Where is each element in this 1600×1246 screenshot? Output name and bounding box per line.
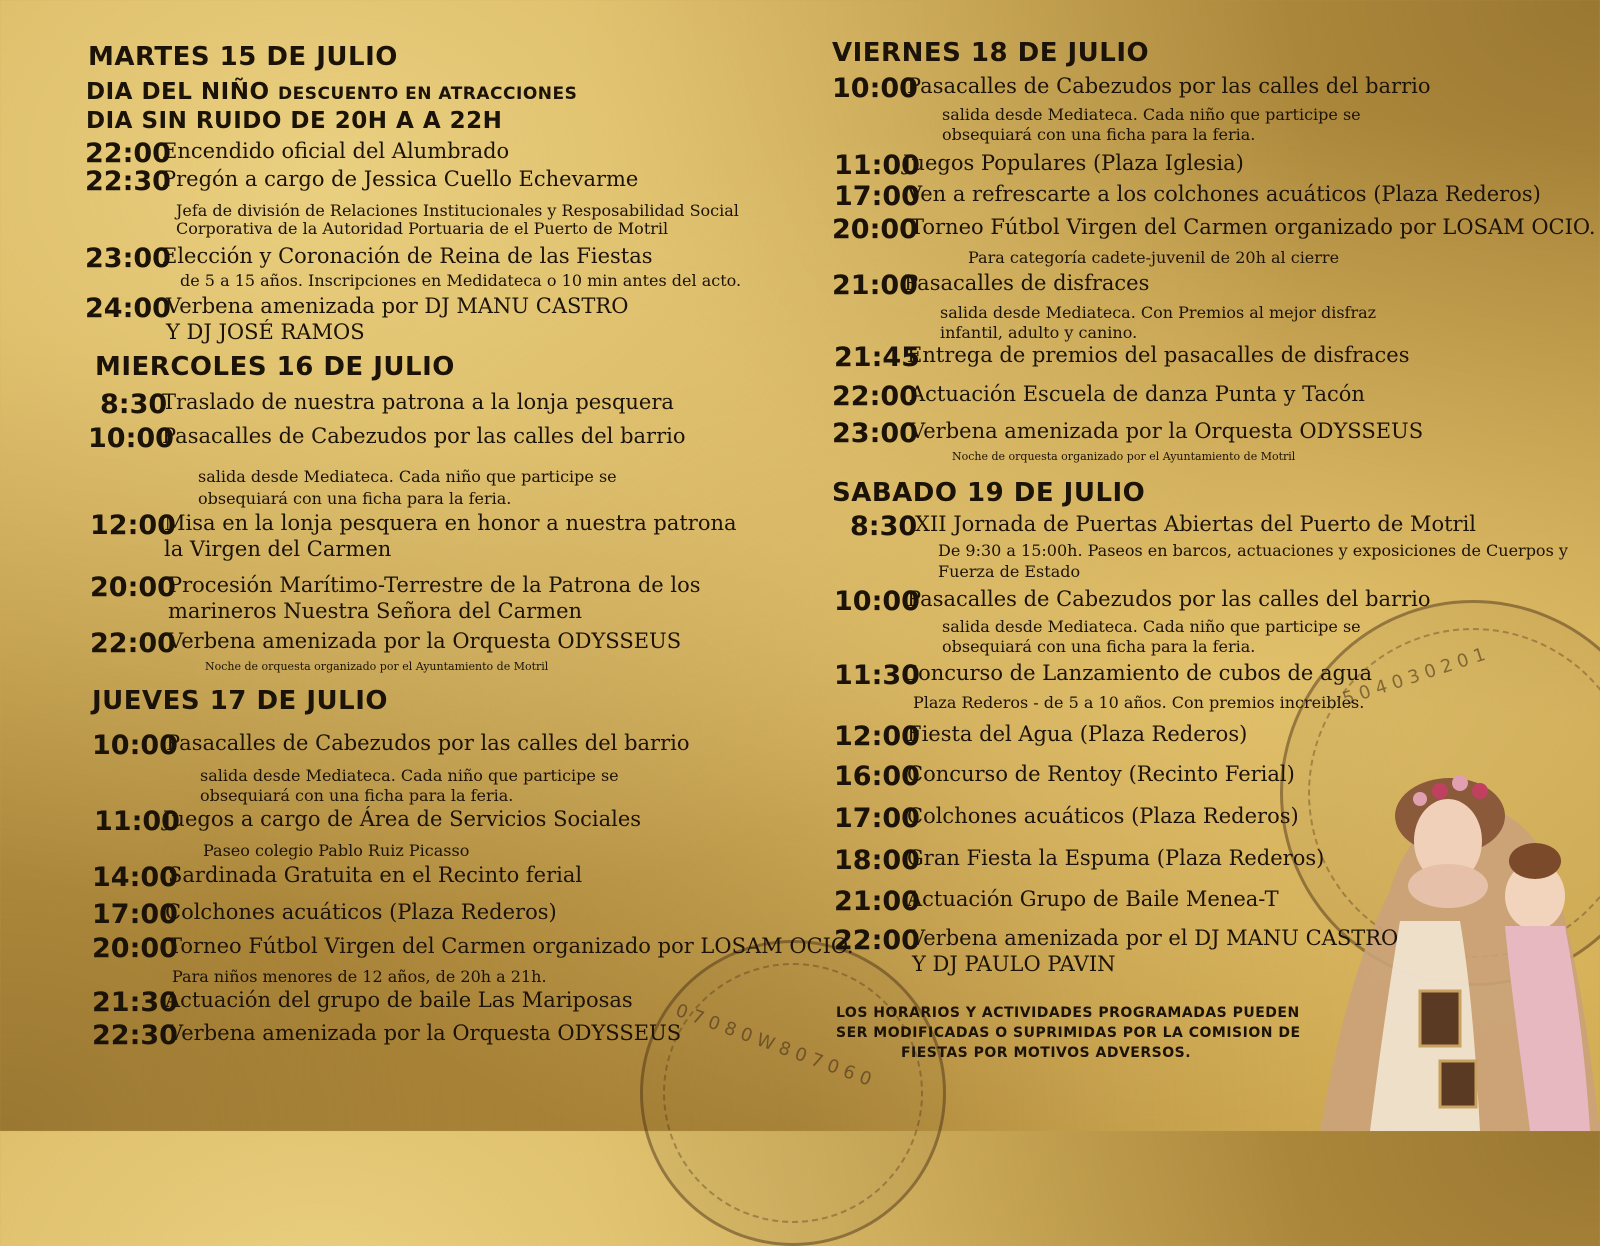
- disclaimer-line: FIESTAS POR MOTIVOS ADVERSOS.: [900, 1045, 1192, 1061]
- event-note: Plaza Rederos - de 5 a 10 años. Con premios increibles.: [913, 693, 1365, 712]
- event-time: 17:00: [834, 803, 920, 834]
- event-note: Fuerza de Estado: [938, 562, 1081, 581]
- event-text: Verbena amenizada por la Orquesta ODYSSEUS: [168, 629, 682, 653]
- event-time: 21:00: [832, 270, 918, 301]
- event-note: infantil, adulto y canino.: [940, 323, 1138, 342]
- event-note: obsequiará con una ficha para la feria.: [198, 489, 512, 508]
- event-time: 21:45: [834, 342, 920, 373]
- event-text: Actuación Grupo de Baile Menea-T: [907, 887, 1279, 911]
- schedule-disclaimer: [836, 1003, 1301, 1063]
- event-time: 10:00: [832, 73, 918, 104]
- event-time: 8:30: [100, 389, 168, 420]
- event-note: salida desde Mediateca. Cada niño que participe se: [198, 467, 617, 486]
- event-note: salida desde Mediateca. Cada niño que participe se: [942, 617, 1361, 636]
- disclaimer-line: SER MODIFICADAS O SUPRIMIDAS POR LA COMISION DE: [836, 1025, 1301, 1041]
- event-text-continued: Y DJ PAULO PAVIN: [912, 952, 1116, 976]
- event-note: Jefa de división de Relaciones Institucionales y Resposabilidad Social: [176, 201, 739, 220]
- event-time: 22:30: [85, 166, 171, 197]
- event-time: 20:00: [832, 214, 918, 245]
- event-text: Verbena amenizada por el DJ MANU CASTRO: [910, 926, 1399, 950]
- event-note: Noche de orquesta organizado por el Ayuntamiento de Motril: [205, 660, 549, 673]
- event-text: Fiesta del Agua (Plaza Rederos): [907, 722, 1248, 746]
- event-text: Procesión Marítimo-Terrestre de la Patrona de los: [168, 573, 701, 597]
- dia-del-nino-label: DIA DEL NIÑO: [86, 79, 270, 105]
- event-time: 20:00: [90, 572, 176, 603]
- event-note: Para categoría cadete-juvenil de 20h al cierre: [968, 248, 1340, 267]
- day-heading-martes: MARTES 15 DE JULIO: [88, 42, 398, 72]
- event-text: Actuación Escuela de danza Punta y Tacón: [910, 382, 1365, 406]
- event-text: Pasacalles de Cabezudos por las calles del barrio: [166, 731, 690, 755]
- event-text: Gran Fiesta la Espuma (Plaza Rederos): [907, 846, 1325, 870]
- event-text: Verbena amenizada por la Orquesta ODYSSEUS: [910, 419, 1424, 443]
- event-note: obsequiará con una ficha para la feria.: [942, 125, 1256, 144]
- event-note: obsequiará con una ficha para la feria.: [200, 786, 514, 805]
- event-note: De 9:30 a 15:00h. Paseos en barcos, actuaciones y exposiciones de Cuerpos y: [938, 541, 1568, 560]
- event-text: Pasacalles de disfraces: [904, 271, 1150, 295]
- event-text: Torneo Fútbol Virgen del Carmen organizado por LOSAM OCIO.: [168, 934, 854, 958]
- disclaimer-line: LOS HORARIOS Y ACTIVIDADES PROGRAMADAS PUEDEN: [836, 1005, 1300, 1021]
- event-text-continued: la Virgen del Carmen: [164, 537, 392, 561]
- event-time: 23:00: [85, 243, 171, 274]
- event-time: 22:00: [834, 925, 920, 956]
- event-text: Ven a refrescarte a los colchones acuáticos (Plaza Rederos): [907, 182, 1541, 206]
- event-time: 23:00: [832, 418, 918, 449]
- event-text: Elección y Coronación de Reina de las Fiestas: [162, 244, 653, 268]
- event-time: 10:00: [92, 730, 178, 761]
- event-text: Juegos Populares (Plaza Iglesia): [903, 151, 1244, 175]
- day-heading-jueves: JUEVES 17 DE JULIO: [92, 686, 388, 716]
- event-note: obsequiará con una ficha para la feria.: [942, 637, 1256, 656]
- event-note: Noche de orquesta organizado por el Ayuntamiento de Motril: [952, 450, 1296, 463]
- event-time: 17:00: [92, 899, 178, 930]
- event-text: Pasacalles de Cabezudos por las calles del barrio: [907, 74, 1431, 98]
- event-text: Colchones acuáticos (Plaza Rederos): [907, 804, 1299, 828]
- event-text-continued: Y DJ JOSÉ RAMOS: [166, 320, 365, 344]
- event-text: Colchones acuáticos (Plaza Rederos): [165, 900, 557, 924]
- event-time: 11:30: [834, 660, 920, 691]
- event-text: Verbena amenizada por DJ MANU CASTRO: [166, 294, 629, 318]
- event-note: salida desde Mediateca. Con Premios al mejor disfraz: [940, 303, 1377, 322]
- event-time: 10:00: [88, 423, 174, 454]
- event-text: Concurso de Rentoy (Recinto Ferial): [907, 762, 1295, 786]
- event-text: Verbena amenizada por la Orquesta ODYSSEUS: [168, 1021, 682, 1045]
- event-text: Misa en la lonja pesquera en honor a nuestra patrona: [164, 511, 737, 535]
- event-time: 22:00: [90, 628, 176, 659]
- event-text: Juegos a cargo de Área de Servicios Sociales: [163, 807, 642, 831]
- compass-right-numbers: 5 0 4 0 3 0 2 0 1: [1340, 644, 1489, 710]
- event-time: 22:30: [92, 1020, 178, 1051]
- event-time: 12:00: [90, 510, 176, 541]
- event-time: 12:00: [834, 721, 920, 752]
- event-text: Entrega de premios del pasacalles de disfraces: [907, 343, 1410, 367]
- event-note: Para niños menores de 12 años, de 20h a 21h.: [172, 967, 547, 986]
- event-time: 20:00: [92, 933, 178, 964]
- event-note: Corporativa de la Autoridad Portuaria de el Puerto de Motril: [176, 219, 669, 238]
- event-time: 24:00: [85, 293, 171, 324]
- event-time: 11:00: [834, 150, 920, 181]
- event-text: Sardinada Gratuita en el Recinto ferial: [168, 863, 583, 887]
- event-time: 10:00: [834, 586, 920, 617]
- event-text: Pasacalles de Cabezudos por las calles del barrio: [907, 587, 1431, 611]
- event-note: Paseo colegio Pablo Ruiz Picasso: [203, 841, 470, 860]
- event-time: 18:00: [834, 845, 920, 876]
- compass-decoration-left: [640, 940, 946, 1246]
- event-time: 14:00: [92, 862, 178, 893]
- event-time: 22:00: [832, 381, 918, 412]
- event-note: salida desde Mediateca. Cada niño que participe se: [942, 105, 1361, 124]
- event-text: Pasacalles de Cabezudos por las calles del barrio: [162, 424, 686, 448]
- event-note: salida desde Mediateca. Cada niño que participe se: [200, 766, 619, 785]
- event-text: Actuación del grupo de baile Las Mariposas: [165, 988, 633, 1012]
- descuento-label: DESCUENTO EN ATRACCIONES: [278, 84, 578, 104]
- event-text: Concurso de Lanzamiento de cubos de agua: [902, 661, 1373, 685]
- event-text: Traslado de nuestra patrona a la lonja pesquera: [162, 390, 674, 414]
- compass-left-numbers: 0 7 0 8 0 W 8 0 7 0 6 0: [672, 1000, 875, 1091]
- day-heading-sabado: SABADO 19 DE JULIO: [832, 478, 1146, 508]
- event-time: 22:00: [85, 138, 171, 169]
- day-heading-viernes: VIERNES 18 DE JULIO: [832, 38, 1150, 68]
- event-text-continued: marineros Nuestra Señora del Carmen: [168, 599, 583, 623]
- event-time: 17:00: [834, 181, 920, 212]
- event-text: Pregón a cargo de Jessica Cuello Echevarme: [162, 167, 639, 191]
- event-text: XII Jornada de Puertas Abiertas del Puerto de Motril: [915, 512, 1477, 536]
- event-note: de 5 a 15 años. Inscripciones en Medidateca o 10 min antes del acto.: [180, 271, 742, 290]
- event-time: 21:00: [834, 886, 920, 917]
- event-time: 21:30: [92, 987, 178, 1018]
- event-time: 8:30: [850, 511, 918, 542]
- subheading-dia-sin-ruido: DIA SIN RUIDO DE 20H A A 22H: [86, 108, 503, 134]
- event-text: Torneo Fútbol Virgen del Carmen organizado por LOSAM OCIO.: [910, 215, 1596, 239]
- day-heading-miercoles: MIERCOLES 16 DE JULIO: [95, 352, 455, 382]
- event-time: 16:00: [834, 761, 920, 792]
- subheading-dia-del-nino: [86, 79, 577, 105]
- event-text: Encendido oficial del Alumbrado: [162, 139, 510, 163]
- event-time: 11:00: [94, 806, 180, 837]
